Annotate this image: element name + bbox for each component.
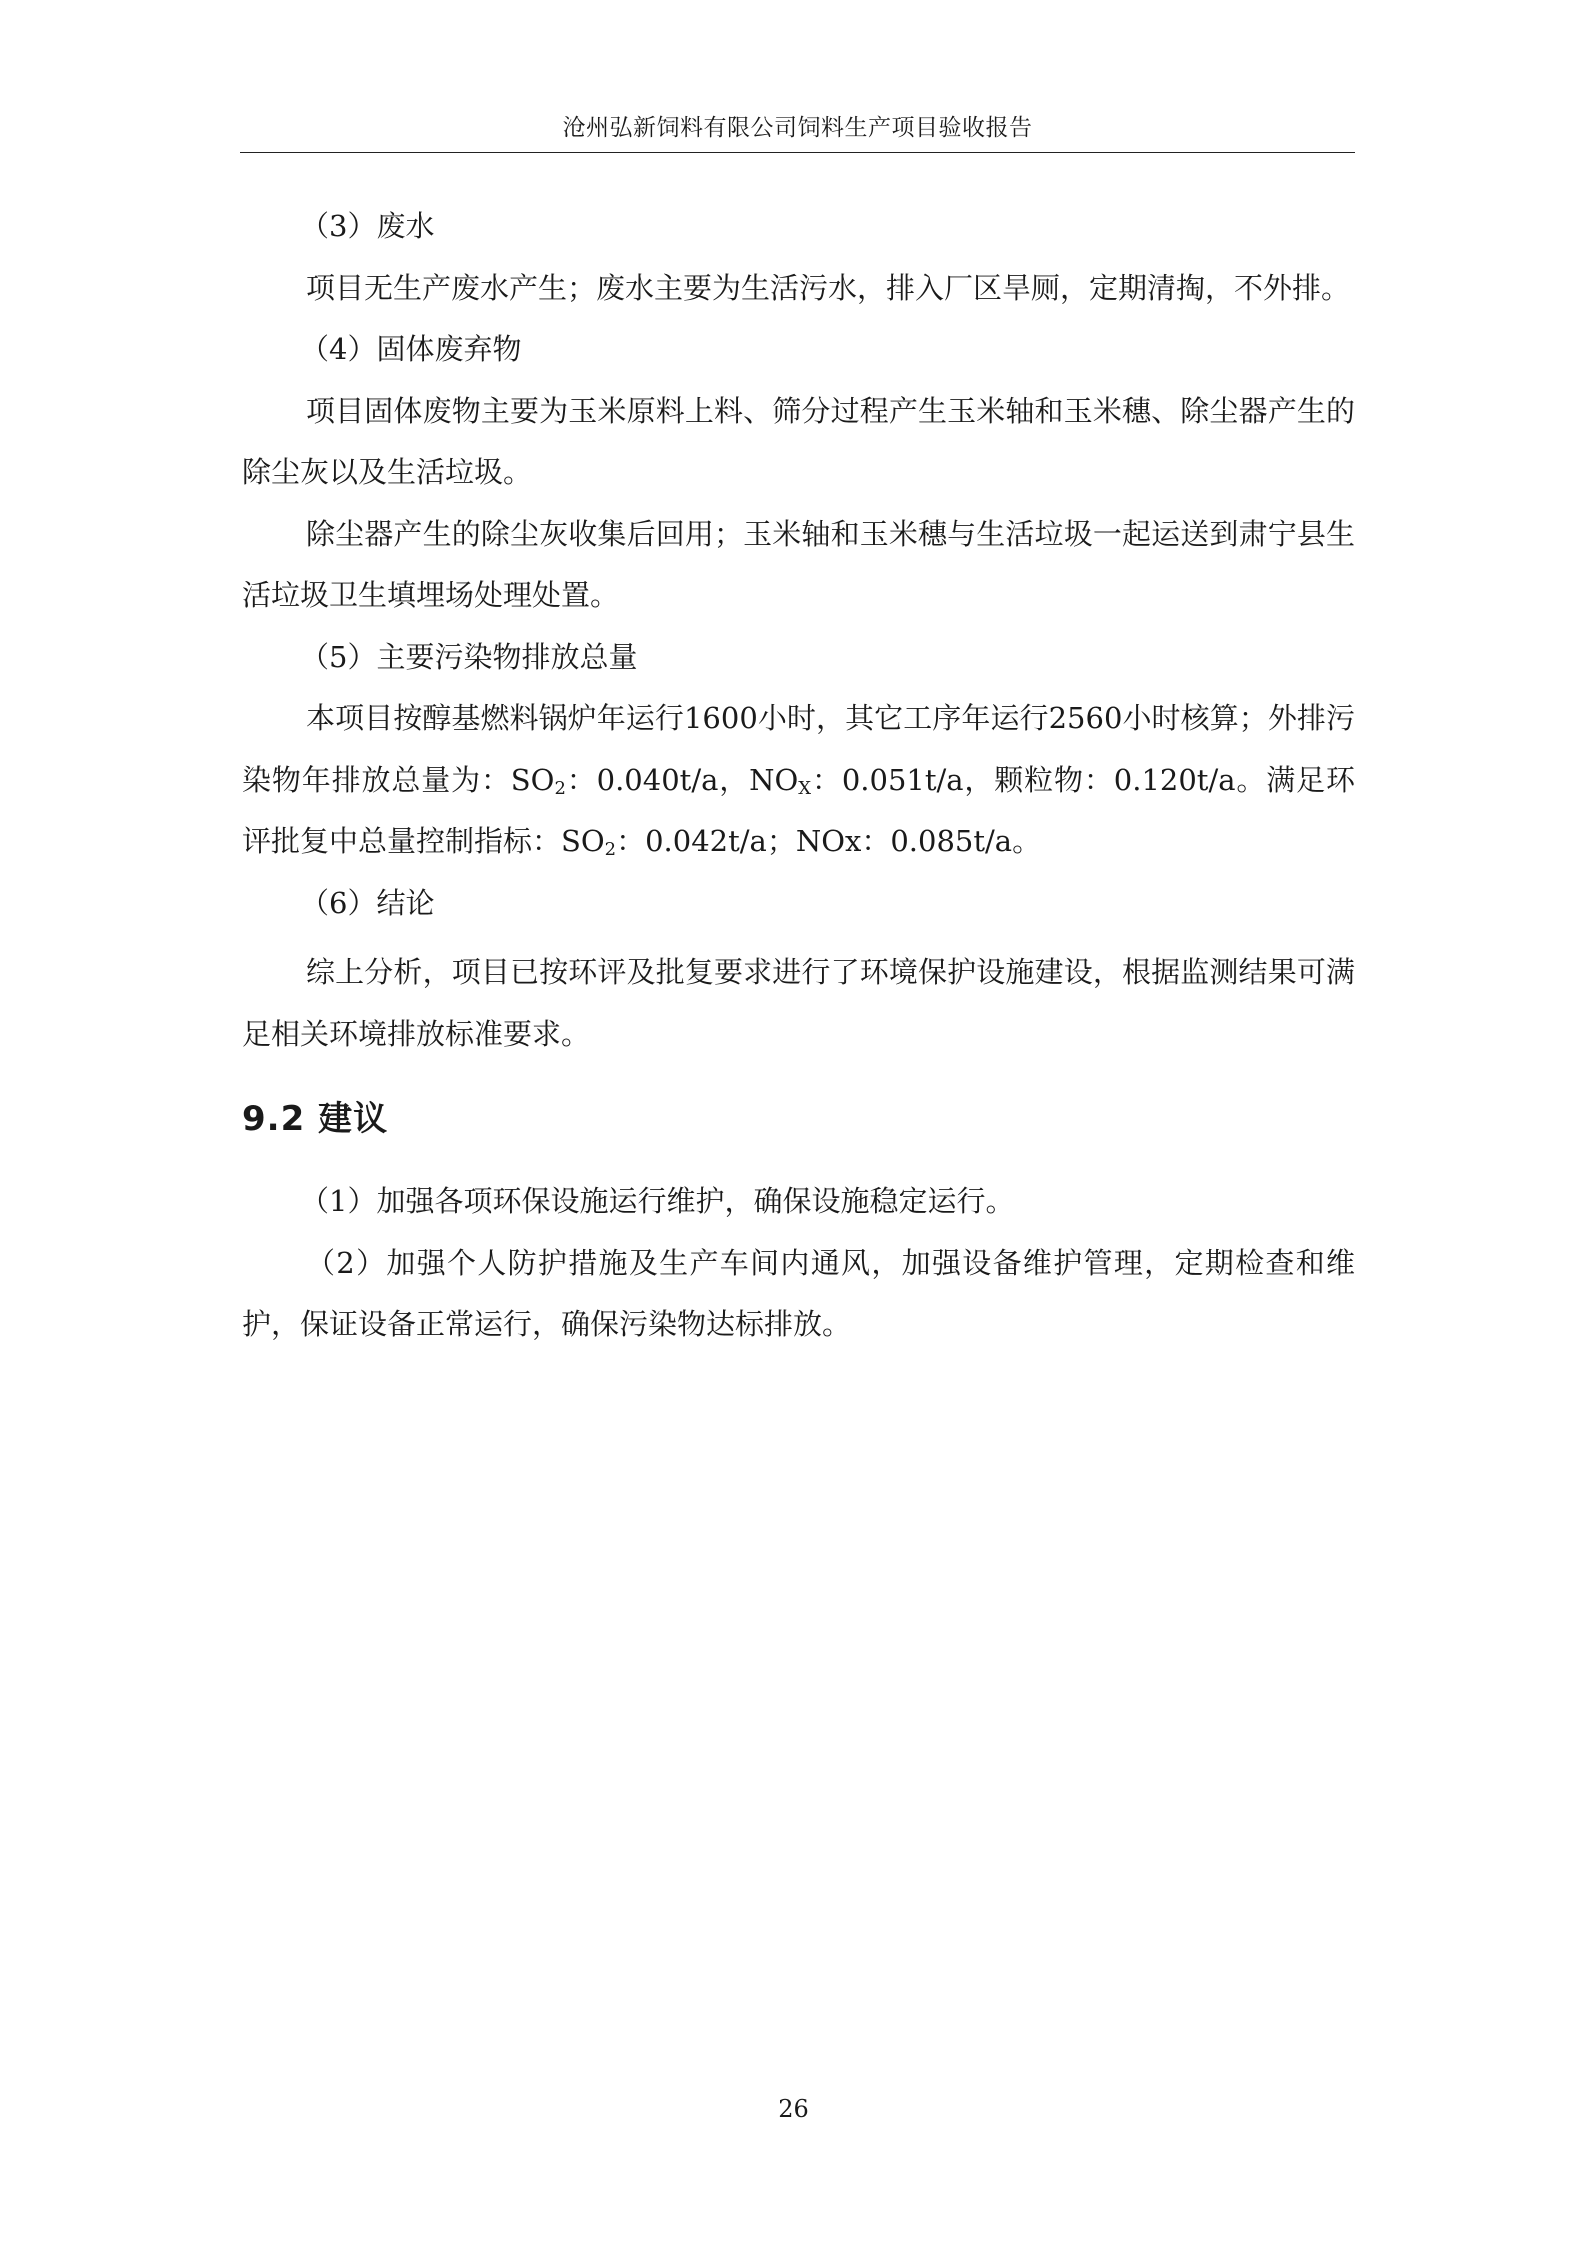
emission-text-part-4: ：0.042t/a；NOx：0.085t/a。 xyxy=(616,824,1042,858)
header-title: 沧州弘新饲料有限公司饲料生产项目验收报告 xyxy=(562,115,1033,141)
page-content xyxy=(242,196,1355,1356)
conclusion-text: 综上分析，项目已按环评及批复要求进行了环境保护设施建设，根据监测结果可满足相关环境排放标准要求。 xyxy=(242,955,1355,1051)
section-title-suggestions: 9.2 建议 xyxy=(242,1099,389,1139)
emission-text-part-1: 本项目按醇基燃料锅炉年运行1600小时，其它工序年运行2560小时核算；外排污染物年排放总量为：SO xyxy=(242,701,1355,797)
page-header xyxy=(240,108,1355,153)
so2-subscript-2: 2 xyxy=(604,839,617,860)
total-emission-heading: （5）主要污染物排放总量 xyxy=(300,639,638,674)
suggestion-item-1: （1）加强各项环保设施运行维护，确保设施稳定运行。 xyxy=(300,1184,1015,1218)
total-emission-text xyxy=(242,688,1355,873)
emission-text-part-2: ：0.040t/a，NO xyxy=(565,762,799,797)
wastewater-heading: （3）废水 xyxy=(300,209,435,243)
solid-waste-text-1: 项目固体废物主要为玉米原料上料、筛分过程产生玉米轴和玉米穗、除尘器产生的除尘灰以及生活垃圾。 xyxy=(242,393,1355,489)
nox-subscript: X xyxy=(798,777,812,799)
page-number: 26 xyxy=(778,2095,809,2123)
solid-waste-heading: （4）固体废弃物 xyxy=(300,332,522,366)
so2-subscript-1: 2 xyxy=(554,777,566,799)
emission-text-part-3: ：0.051t/a，颗粒物：0.120t/a。满足环评批复中总量控制指标：SO xyxy=(242,762,1355,858)
conclusion-heading: （6）结论 xyxy=(300,885,435,920)
solid-waste-text-2: 除尘器产生的除尘灰收集后回用；玉米轴和玉米穗与生活垃圾一起运送到肃宁县生活垃圾卫生填埋场处理处置。 xyxy=(242,516,1355,612)
wastewater-text: 项目无生产废水产生；废水主要为生活污水，排入厂区旱厕，定期清掏，不外排。 xyxy=(306,270,1351,305)
suggestion-item-2: （2）加强个人防护措施及生产车间内通风，加强设备维护管理，定期检查和维护，保证设备正常运行，确保污染物达标排放。 xyxy=(242,1245,1355,1341)
